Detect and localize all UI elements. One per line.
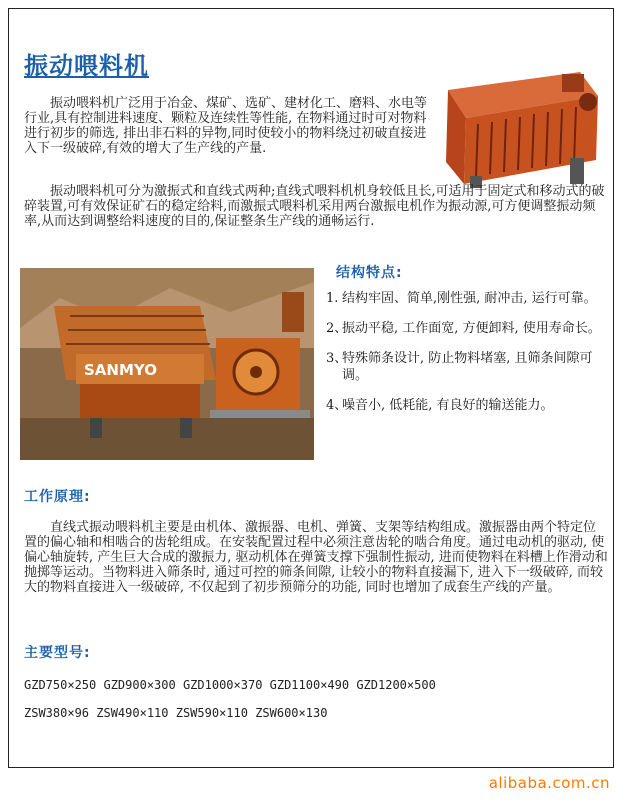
working-principle-paragraph: 直线式振动喂料机主要是由机体、激振器、电机、弹簧、支架等结构组成。激振器由两个特定位置的偏心轴和相啮合的齿轮组成。在安装配置过程中必须注意齿轮的啮合角度。通过电动机的驱动, 使偏心轴旋转, 产生巨大合成的激振力, 驱动机体在弹簧支撑下强制性振动, 进而使物料在料槽上作滑动和抛掷等运动。当物料进入筛条时, 通过可控的筛条间隙, 让较小的物料直接漏下, 进入下一级破碎, 而较大的物料直接进入一级破碎, 不仅起到了初步预筛分的功能, 同时也增加了成套生产线的产量。 [24, 520, 608, 595]
feature-item: 4、 噪音小, 低耗能, 有良好的输送能力。 [326, 398, 554, 413]
feature-item: 1. 结构牢固、简单,刚性强, 耐冲击, 运行可靠。 [326, 291, 597, 306]
photo-brand-label: SANMYO [84, 361, 157, 379]
footer-watermark: alibaba.com.cn [488, 774, 610, 792]
models-heading: 主要型号: [24, 645, 91, 661]
structure-feature-list [326, 290, 616, 427]
page-title: 振动喂料机 [24, 52, 149, 81]
vibrating-feeder-photo [430, 66, 610, 190]
types-paragraph: 振动喂料机可分为激振式和直线式两种;直线式喂料机机身较低且长,可适用于固定式和移动式的破碎装置,可有效保证矿石的稳定给料,而激振式喂料机采用两台激振电机作为振动源,可方便调整振动频率,从而达到调整给料速度的目的,保证整条生产线的通畅运行. [24, 184, 605, 229]
feature-item: 3、 特殊筛条设计, 防止物料堵塞, 且筛条间隙可调。 [326, 351, 593, 383]
models-line-1: GZD750×250 GZD900×300 GZD1000×370 GZD1100×490 GZD1200×500 [24, 678, 436, 692]
structure-heading: 结构特点: [336, 265, 403, 281]
feature-item: 2、 振动平稳, 工作面宽, 方便卸料, 使用寿命长。 [326, 321, 601, 336]
crushing-plant-photo [20, 268, 314, 460]
intro-paragraph: 振动喂料机广泛用于冶金、煤矿、选矿、建材化工、磨料、水电等行业,具有控制进料速度、颗粒及连续性等性能, 在物料通过时可对物料进行初步的筛选, 排出非石料的异物,同时使较小的物料绕过初破直接进入下一级破碎,有效的增大了生产线的产量. [24, 96, 428, 156]
models-line-2: ZSW380×96 ZSW490×110 ZSW590×110 ZSW600×130 [24, 706, 328, 720]
working-principle-heading: 工作原理: [24, 489, 91, 505]
